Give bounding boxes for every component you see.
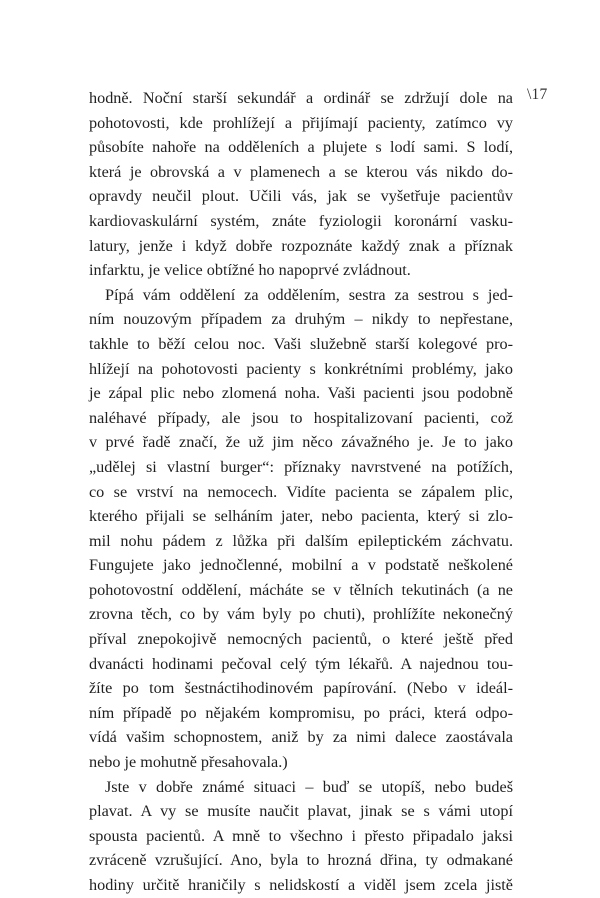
text-line: hodiny určitě hraničily s nelidskostí a viděl jsem zcela jistě — [89, 876, 513, 894]
text-line: působíte nahoře na odděleních a plujete s lodí sami. S lodí, — [89, 138, 513, 157]
text-line: latury, jenže i když dobře rozpoznáte každý znak a příznak — [89, 236, 513, 255]
text-line: kardiovaskulární systém, znáte fyziologii koronární vasku- — [89, 211, 513, 230]
paragraph — [89, 86, 513, 283]
text-line: takhle to běží celou noc. Vaši služebně starší kolegové pro- — [89, 334, 513, 353]
text-line: pohotovostní oddělení, mácháte se v tělních tekutinách (a ne — [89, 580, 513, 599]
text-line: příval znepokojivě nemocných pacientů, o které ještě před — [89, 630, 513, 649]
text-line: spousta pacientů. A mně to všechno i přesto připadalo jaksi — [89, 826, 513, 845]
text-line: plavat. A vy se musíte naučit plavat, jinak se s vámi utopí — [89, 802, 513, 821]
text-line: Pípá vám oddělení za oddělením, sestra za sestrou s jed- — [105, 285, 513, 304]
text-line: dvanácti hodinami pečoval celý tým lékařů. A najednou tou- — [89, 654, 513, 673]
text-line: nebo je mohutně přesahovala.) — [89, 753, 288, 772]
text-line: je zápal plic nebo zlomená noha. Vaši pacienti jsou podobně — [89, 384, 513, 403]
text-line: ním případě po nějakém kompromisu, po práci, která odpo- — [89, 703, 513, 722]
text-line: v prvé řadě značí, že už jim něco závažného je. Je to jako — [89, 433, 513, 452]
text-line: kterého přijali se selháním jater, nebo pacienta, který si zlo- — [89, 507, 513, 526]
text-line: Jste v dobře známé situaci – buď se utopíš, nebo budeš — [105, 777, 513, 796]
paragraph — [89, 283, 513, 775]
paragraph — [89, 775, 513, 898]
text-line: pohotovosti, kde prohlížejí a přijímají pacienty, zatímco vy — [89, 113, 513, 132]
text-line: opravdy neučil plout. Učili vás, jak se vyšetřuje pacientův — [89, 187, 513, 206]
page-number: \17 — [527, 86, 548, 103]
text-line: vídá vašim schopnostem, aniž by za nimi dalece zaostávala — [89, 728, 513, 747]
text-line: infarktu, je velice obtížné ho napoprvé zvládnout. — [89, 261, 411, 280]
text-line: zrovna těch, co by vám byly po chuti), prohlížíte nekonečný — [89, 605, 513, 624]
text-line: „udělej si vlastní burger“: příznaky navrstvené na potížích, — [89, 457, 513, 476]
text-line: co se vrství na nemocech. Vidíte pacienta se zápalem plic, — [89, 482, 513, 501]
text-line: hodně. Noční starší sekundář a ordinář se zdržují dole na — [89, 89, 513, 107]
text-line: hlížejí na pohotovosti pacienty s konkrétními problémy, jako — [89, 359, 513, 378]
text-line: naléhavé případy, ale jsou to hospitalizovaní pacienti, což — [89, 408, 513, 427]
text-line: ním nouzovým případem za druhým – nikdy to nepřestane, — [89, 310, 513, 329]
text-line: která je obrovská a v plamenech a se kterou vás nikdo do- — [89, 162, 513, 181]
text-line: mil nohu pádem z lůžka při dalším epileptickém záchvatu. — [89, 531, 513, 550]
text-line: zvráceně vzrušující. Ano, byla to hrozná dřina, ty odmakané — [89, 851, 513, 870]
text-line: Fungujete jako jednočlenné, mobilní a v podstatě neškolené — [89, 556, 513, 575]
text-line: žíte po tom šestnáctihodinovém papírování. (Nebo v ideál- — [89, 679, 513, 698]
body-text — [89, 86, 513, 898]
